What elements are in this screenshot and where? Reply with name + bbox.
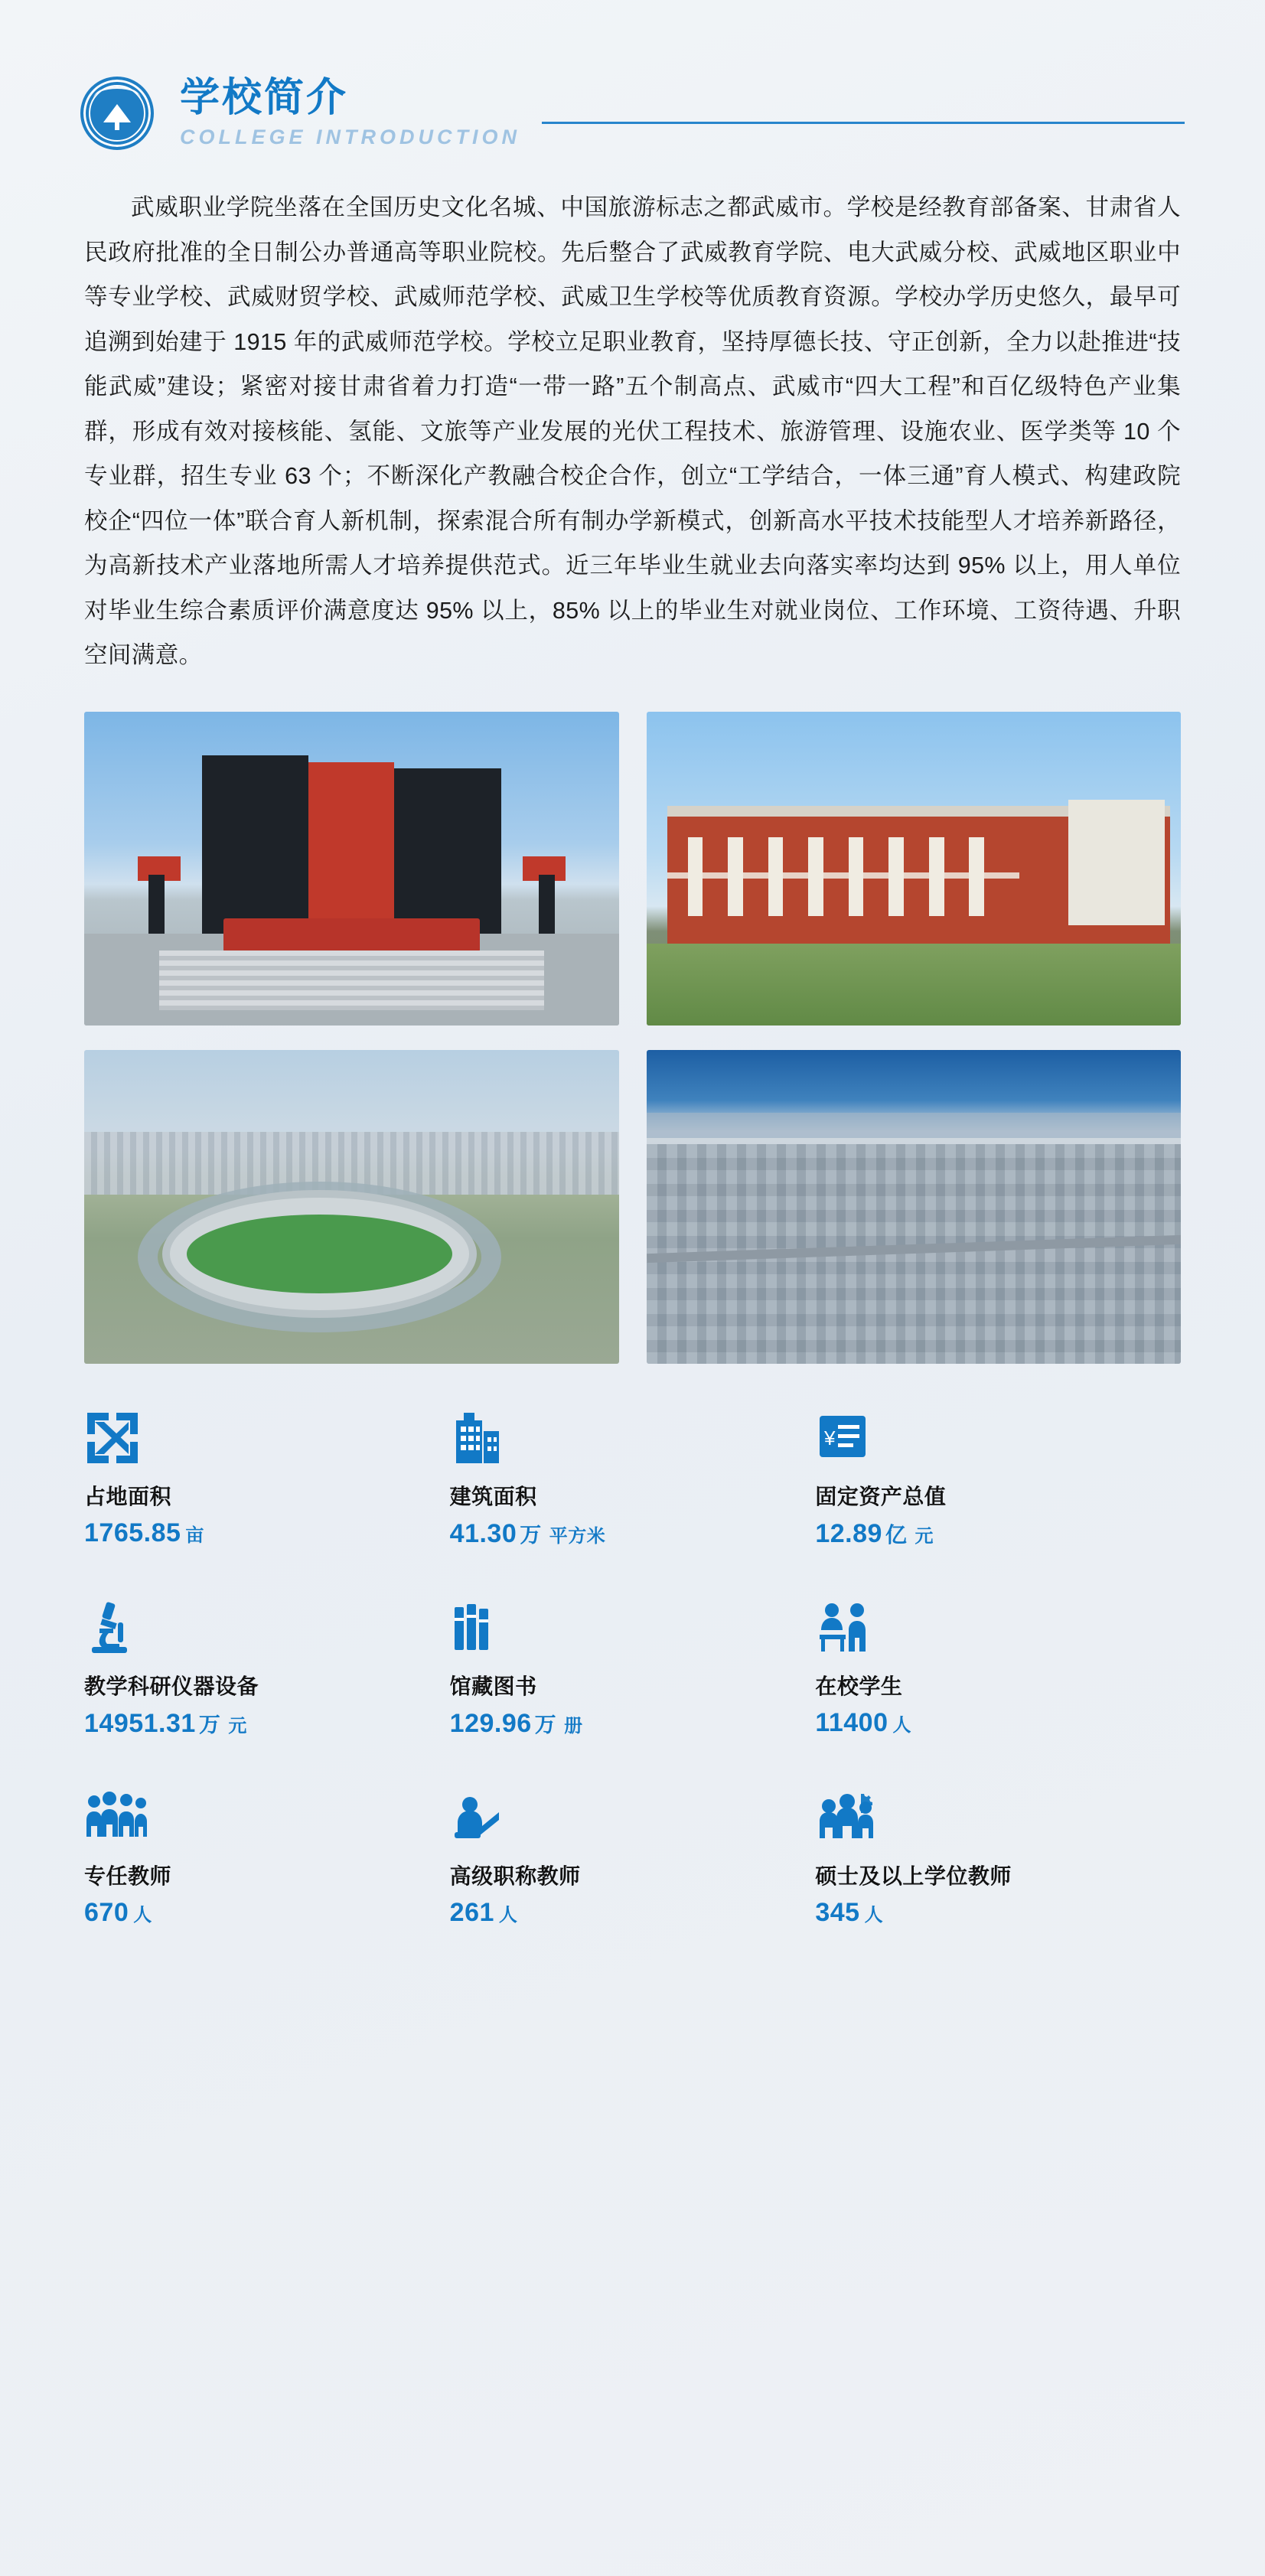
page-title: 学校简介 [180, 76, 349, 121]
stat-number: 11400 [815, 1708, 888, 1738]
school-emblem-icon [80, 77, 154, 150]
stat-unit: 元 [228, 1716, 247, 1737]
stat-unit: 人 [498, 1905, 518, 1926]
microscope-icon [84, 1596, 435, 1656]
stat-number: 1765.85 [84, 1518, 181, 1548]
stat-unit: 元 [915, 1526, 934, 1547]
stat-label: 占地面积 [84, 1485, 172, 1509]
stat-unit: 亩 [185, 1525, 204, 1547]
lecturer-icon [450, 1786, 800, 1846]
stat-number: 345 [815, 1898, 860, 1928]
photo-academic-building [647, 712, 1182, 1026]
stat-item [84, 1596, 450, 1739]
page-bottom-spacer [0, 1928, 1265, 2020]
stat-item [815, 1596, 1181, 1739]
stat-item [84, 1786, 450, 1928]
header-divider [542, 122, 1185, 124]
photo-stadium-aerial [84, 1050, 619, 1364]
stat-unit: 人 [133, 1905, 152, 1926]
stat-item [84, 1407, 450, 1549]
stat-number: 261 [449, 1898, 494, 1928]
stat-value [450, 1898, 800, 1928]
student-desk-icon [815, 1596, 1166, 1656]
stat-item [450, 1596, 816, 1739]
books-icon [450, 1596, 800, 1656]
asset-document-icon [815, 1407, 1166, 1466]
building-icon [450, 1407, 800, 1466]
stat-unit: 平方米 [549, 1526, 606, 1547]
stat-label: 专任教师 [84, 1864, 172, 1889]
stat-label: 馆藏图书 [449, 1674, 537, 1699]
stat-midunit: 万 [534, 1713, 557, 1737]
stat-value [84, 1518, 435, 1548]
stat-midunit: 万 [520, 1523, 542, 1547]
stat-number: 14951.31 [84, 1709, 196, 1739]
stat-unit: 人 [892, 1715, 911, 1736]
graduates-gear-icon [815, 1786, 1166, 1846]
stat-value [450, 1708, 800, 1739]
stat-item [815, 1407, 1181, 1549]
photo-library-building [84, 712, 619, 1026]
stat-value [84, 1708, 435, 1739]
stat-number: 41.30 [449, 1519, 517, 1549]
stat-label: 在校学生 [815, 1674, 903, 1699]
stat-number: 12.89 [815, 1519, 882, 1549]
stat-value [815, 1898, 1166, 1928]
stat-unit: 册 [564, 1716, 583, 1737]
stat-item [815, 1786, 1181, 1928]
teachers-group-icon [84, 1786, 435, 1846]
stat-number: 670 [84, 1898, 129, 1928]
stat-value [450, 1518, 800, 1549]
stat-label: 硕士及以上学位教师 [815, 1864, 1012, 1889]
area-measure-icon [84, 1407, 435, 1466]
stat-value [84, 1898, 435, 1928]
stat-item [450, 1407, 816, 1549]
stat-unit: 人 [864, 1905, 884, 1926]
statistics-grid [84, 1407, 1181, 1928]
stat-label: 建筑面积 [449, 1485, 537, 1509]
stat-label: 教学科研仪器设备 [84, 1674, 259, 1699]
introduction-paragraph: 武威职业学院坐落在全国历史文化名城、中国旅游标志之都武威市。学校是经教育部备案、甘肃省人民政府批准的全日制公办普通高等职业院校。先后整合了武威教育学院、电大武威分校、武威地区职业中等专业学校、武威财贸学校、武威师范学校、武威卫生学校等优质教育资源。学校办学历史悠久，最早可追溯到始建于 1915 年的武威师范学校。学校立足职业教育，坚持厚德长技、守正创新，全力以赴推进“技能武威”建设；紧密对接甘肃省着力打造“一带一路”五个制高点、武威市“四大工程”和百亿级特色产业集群，形成有效对接核能、氢能、文旅等产业发展的光伏工程技术、旅游管理、设施农业、医学类等 10 个专业群，招生专业 63 个；不断深化产教融合校企合作，创立“工学结合，一体三通”育人模式、构建政院校企“四位一体”联合育人新机制，探索混合所有制办学新模式，创新高水平技术技能型人才培养新路径，为高新技术产业落地所需人才培养提供范式。近三年毕业生就业去向落实率均达到 95% 以上，用人单位对毕业生综合素质评价满意度达 95% 以上，85% 以上的毕业生对就业岗位、工作环境、工资待遇、升职空间满意。 [84, 194, 1181, 669]
svg-text:¥: ¥ [824, 1427, 836, 1450]
title-block [180, 77, 520, 149]
stat-label: 高级职称教师 [449, 1864, 581, 1889]
stat-value [815, 1518, 1166, 1549]
stat-label: 固定资产总值 [815, 1485, 947, 1509]
photo-gallery [84, 712, 1181, 1364]
stat-value [815, 1708, 1166, 1738]
photo-campus-winter-aerial [647, 1050, 1182, 1364]
stat-item [450, 1786, 816, 1928]
stat-midunit: 亿 [885, 1523, 908, 1547]
page-title-english: COLLEGE INTRODUCTION [180, 125, 520, 148]
stat-midunit: 万 [198, 1713, 221, 1737]
page-header [0, 0, 1265, 150]
stat-number: 129.96 [449, 1709, 532, 1739]
